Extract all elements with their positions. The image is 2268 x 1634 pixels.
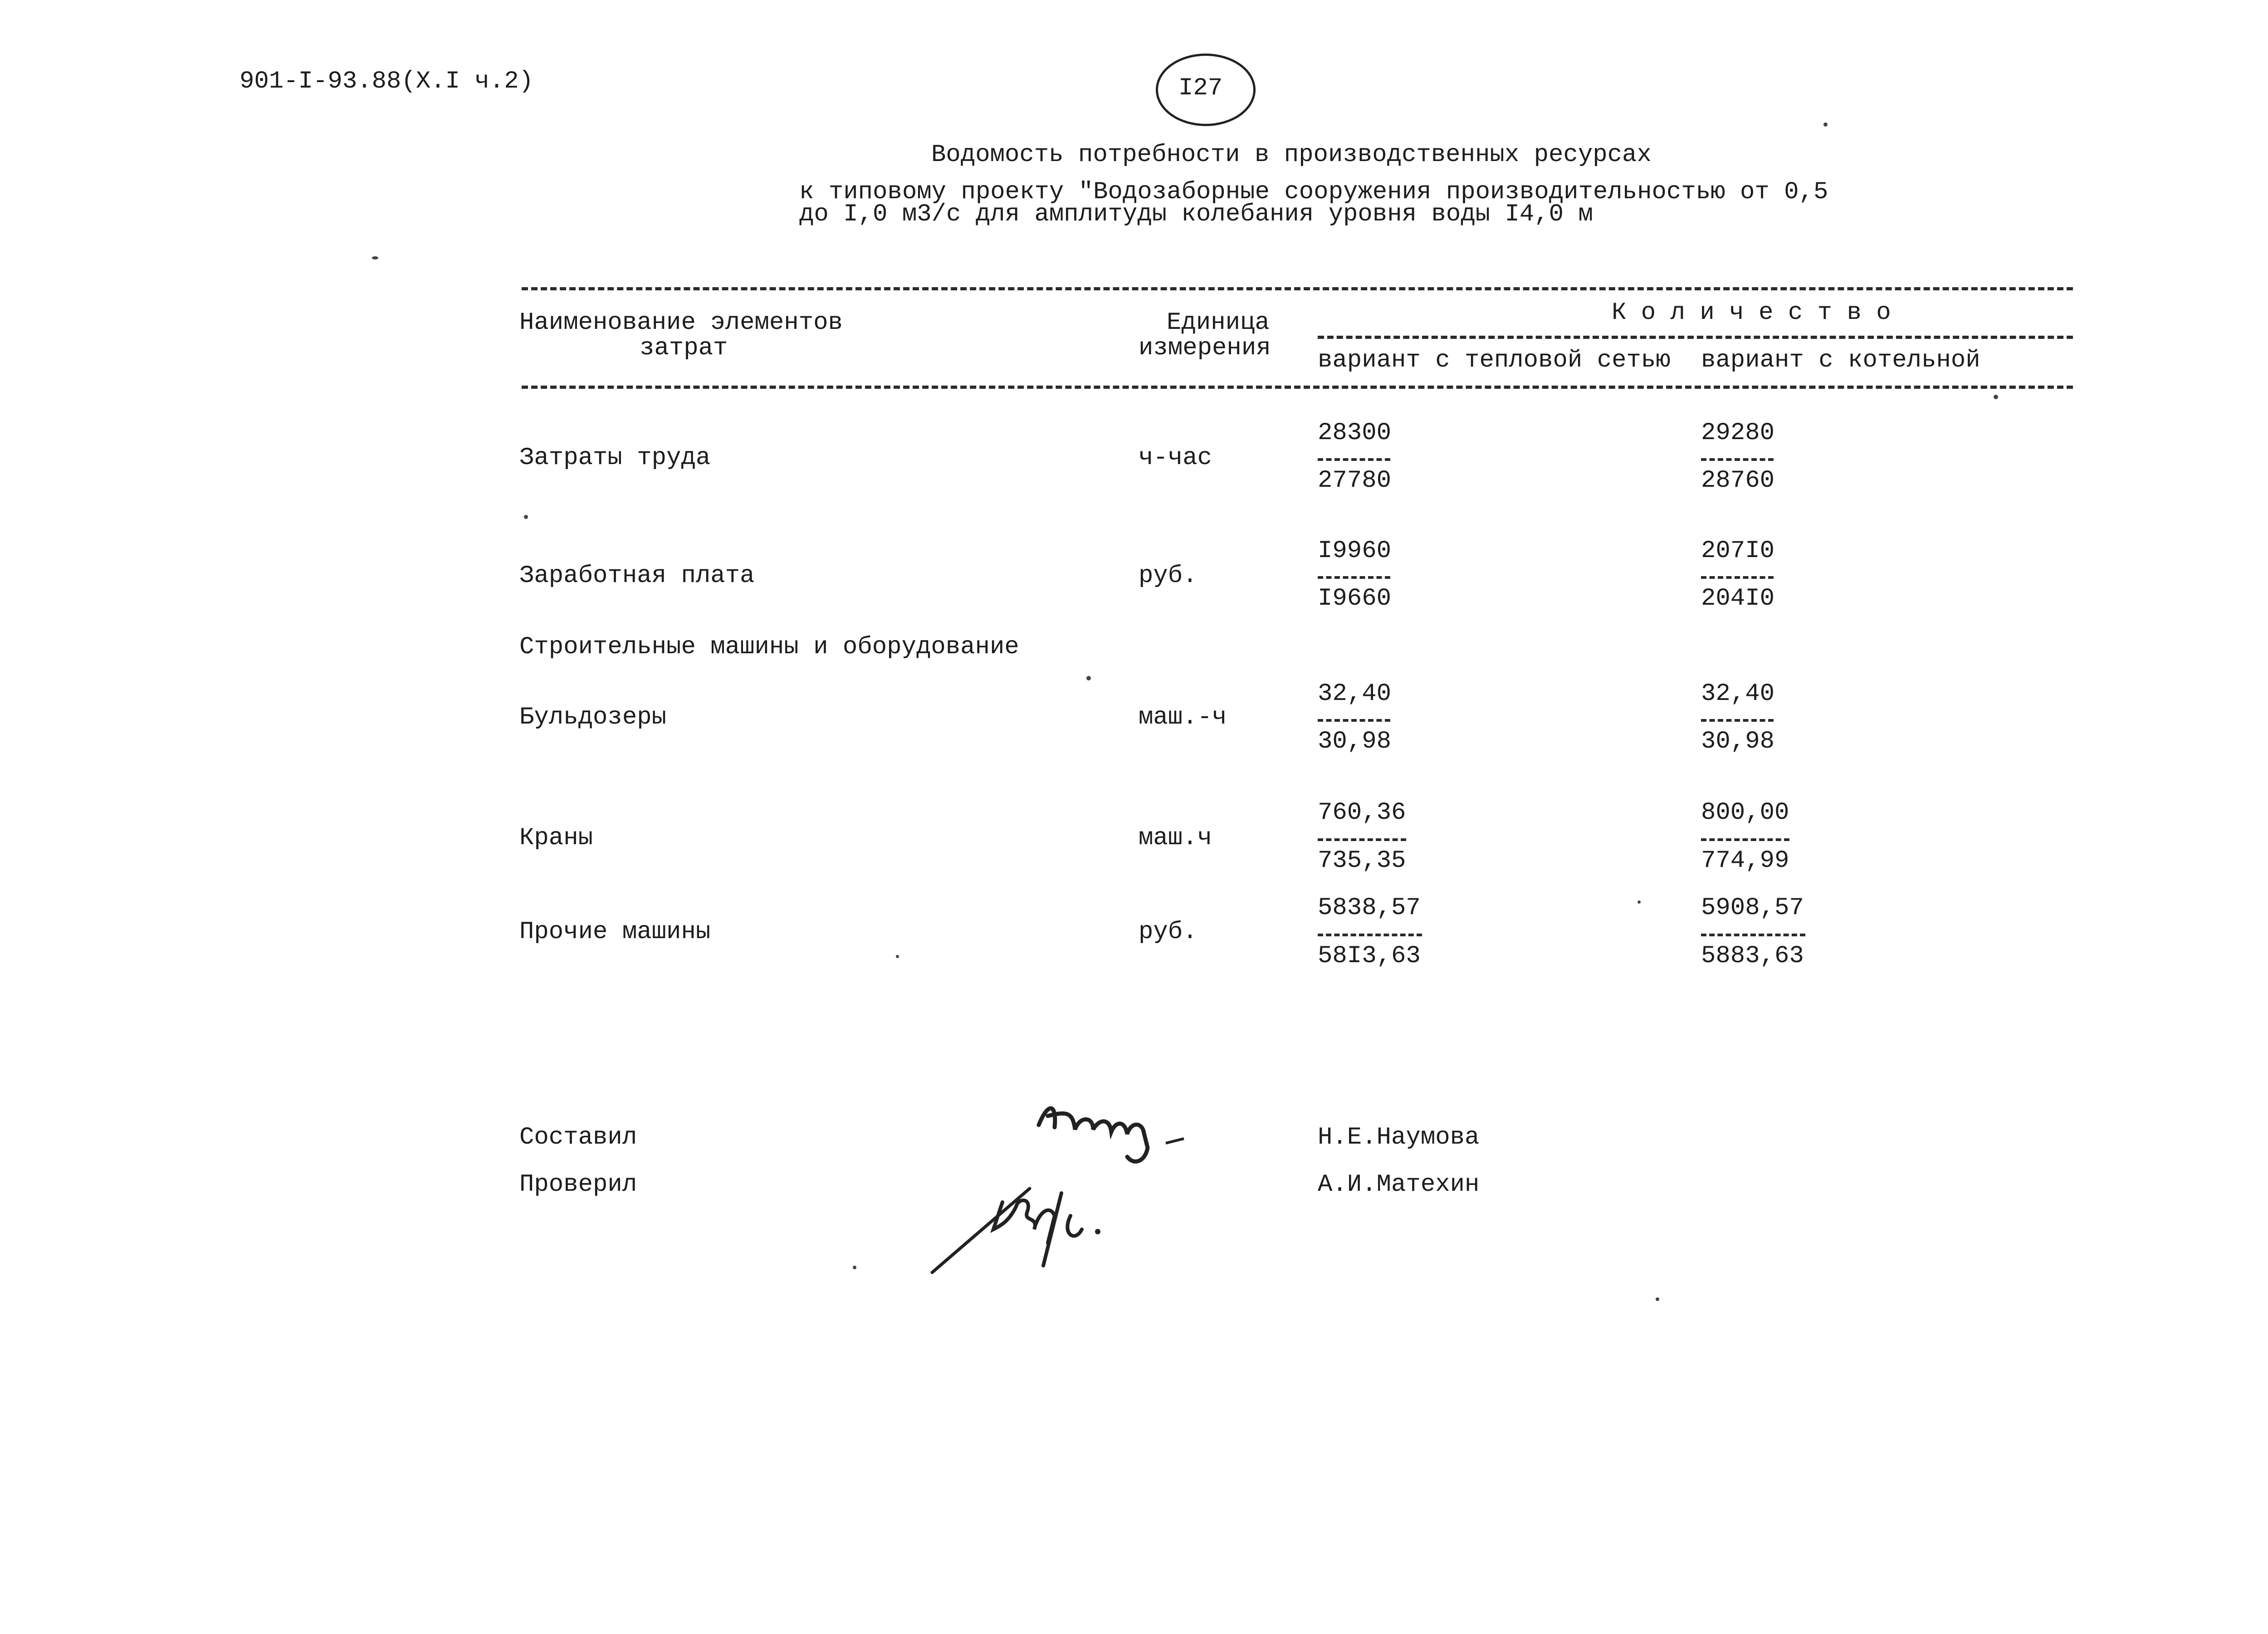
row-labor-v1-fraction	[1318, 458, 1390, 461]
row-bulldozers-v1-bottom: 30,98	[1318, 728, 1392, 755]
row-wages-v1-top: I9960	[1318, 537, 1392, 565]
row-cranes-v2-bottom: 774,99	[1701, 847, 1789, 875]
row-cranes-v2-fraction	[1701, 838, 1789, 841]
header-unit-line1: Единица	[1167, 309, 1270, 337]
row-other-machines-v1-fraction	[1318, 934, 1422, 936]
row-bulldozers-v2-fraction	[1701, 719, 1774, 722]
page-number: I27	[1178, 74, 1223, 102]
scan-speck	[896, 955, 899, 958]
compiled-by-name: Н.Е.Наумова	[1318, 1124, 1480, 1151]
row-cranes-v1-top: 760,36	[1318, 799, 1406, 827]
document-title-line3: до I,0 м3/с для амплитуды колебания уровня воды I4,0 м	[799, 201, 1593, 228]
document-title-line1: Водомость потребности в производственных ресурсах	[931, 141, 1652, 169]
row-wages-v1-bottom: I9660	[1318, 585, 1392, 612]
checked-signature-scribble	[925, 1161, 1161, 1279]
row-labor-v2-fraction	[1701, 458, 1774, 461]
checked-by-label: Проверил	[519, 1171, 637, 1199]
row-other-machines-v2-top: 5908,57	[1701, 894, 1804, 922]
row-wages-v2-top: 207I0	[1701, 537, 1775, 565]
header-quantity: К о л и ч е с т в о	[1612, 299, 1891, 327]
row-cranes-v1-fraction	[1318, 838, 1406, 841]
header-name-line2: затрат	[640, 334, 728, 362]
scan-speck	[853, 1266, 856, 1269]
row-labor-v2-bottom: 28760	[1701, 467, 1775, 494]
header-quantity-rule	[1318, 336, 2073, 339]
row-bulldozers-v2-top: 32,40	[1701, 680, 1775, 708]
row-other-machines-v1-top: 5838,57	[1318, 894, 1421, 922]
scan-speck	[1086, 676, 1091, 680]
row-bulldozers-name: Бульдозеры	[519, 704, 667, 731]
scan-speck	[1823, 122, 1828, 127]
row-bulldozers-v1-top: 32,40	[1318, 680, 1392, 708]
scan-speck	[1656, 1297, 1659, 1301]
row-cranes-name: Краны	[519, 824, 593, 852]
checked-by-name: А.И.Матехин	[1318, 1171, 1480, 1199]
row-bulldozers-v1-fraction	[1318, 719, 1390, 722]
row-labor-unit: ч-час	[1139, 444, 1212, 472]
row-other-machines-v2-fraction	[1701, 934, 1805, 936]
section-heading-machinery: Строительные машины и оборудование	[519, 633, 1019, 661]
row-wages-v1-fraction	[1318, 576, 1390, 579]
header-variant-boiler: вариант с котельной	[1701, 347, 1980, 374]
scan-speck	[524, 515, 528, 519]
scan-speck	[1994, 395, 1998, 399]
row-bulldozers-v2-bottom: 30,98	[1701, 728, 1775, 755]
row-wages-v2-fraction	[1701, 576, 1774, 579]
document-title-line2: к типовому проекту "Водозаборные сооружения производительностью от 0,5	[799, 178, 1828, 206]
row-cranes-unit: маш.ч	[1139, 824, 1212, 852]
row-wages-v2-bottom: 204I0	[1701, 585, 1775, 612]
scan-speck	[372, 256, 378, 259]
header-variant-heating-network: вариант с тепловой сетью	[1318, 347, 1671, 374]
row-wages-unit: руб.	[1139, 562, 1198, 590]
row-labor-v1-top: 28300	[1318, 419, 1392, 447]
row-bulldozers-unit: маш.-ч	[1139, 704, 1227, 731]
row-cranes-v2-top: 800,00	[1701, 799, 1789, 827]
scan-speck	[1637, 900, 1641, 904]
header-bottom-rule	[522, 386, 2073, 389]
header-name-line1: Наименование элементов	[519, 309, 843, 337]
row-other-machines-name: Прочие машины	[519, 918, 711, 946]
table-top-rule	[522, 287, 2073, 290]
row-labor-v2-top: 29280	[1701, 419, 1775, 447]
row-other-machines-unit: руб.	[1139, 918, 1198, 946]
row-other-machines-v1-bottom: 58I3,63	[1318, 942, 1421, 970]
row-labor-v1-bottom: 27780	[1318, 467, 1392, 494]
document-code: 901-I-93.88(X.I ч.2)	[240, 68, 534, 95]
compiled-by-label: Составил	[519, 1124, 637, 1151]
row-wages-name: Заработная плата	[519, 562, 755, 590]
row-other-machines-v2-bottom: 5883,63	[1701, 942, 1804, 970]
row-labor-name: Затраты труда	[519, 444, 711, 472]
header-unit-line2: измерения	[1139, 334, 1271, 362]
row-cranes-v1-bottom: 735,35	[1318, 847, 1406, 875]
